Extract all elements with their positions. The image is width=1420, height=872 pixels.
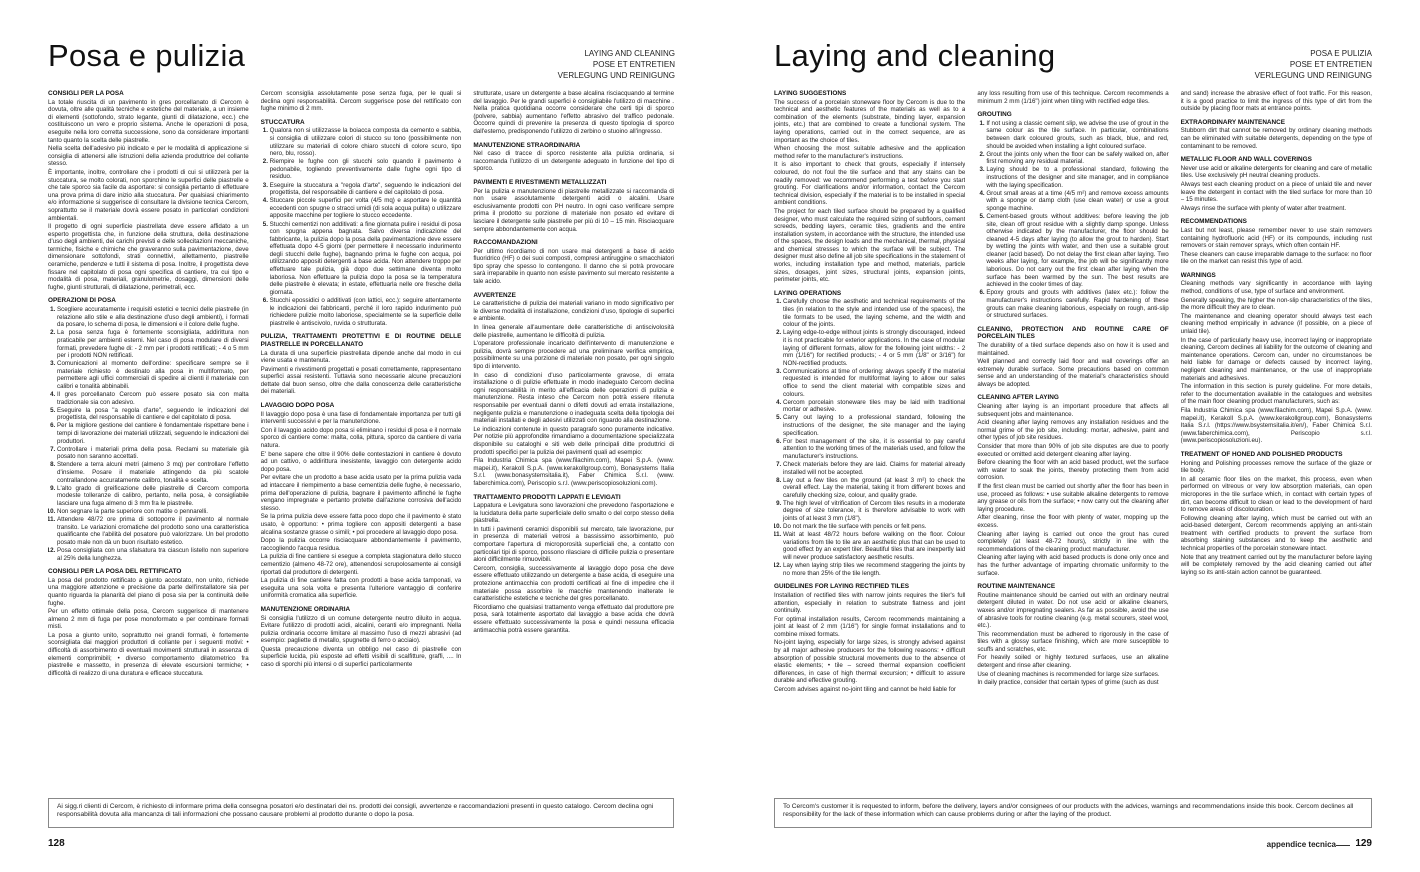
subtitle: VERLEGUNG UND REINIGUNG: [557, 71, 675, 80]
list-item: 1. If not using a classic cement slip, we advise the use of grout in the same colour as the tile surface. In particular, combinations between dark coloured grouts, such as black, blue, and red, should be avoided when installing a light coloured surface.: [986, 120, 1168, 150]
section-heading: CONSIGLI PER LA POSA: [48, 90, 124, 97]
paragraph: These cleaners can cause irreparable damage to the surface: no floor tile on the market can resist this type of acid.: [1180, 250, 1372, 266]
paragraph: This recommendation must be adhered to rigorously in the case of tiles with a glossy surface finishing, which are more susceptible to scuffs and scratches, etc.: [977, 630, 1169, 653]
paragraph: Stubborn dirt that cannot be removed by ordinary cleaning methods can be eliminated with suitable detergents, depending on the type of contaminant to be removed.: [1180, 127, 1372, 150]
paragraph: and sand) increase the abrasive effect of foot traffic. For this reason, it is a good practice to limit the ingress of this type of dirt from the outside by placing floor mats at entrance points.: [1180, 90, 1372, 113]
paragraph: Lappatura e Levigatura sono lavorazioni che prevedono l'asportazione e la lucidatura della parte superficiale dello smalto o del corpo stesso della piastrella.: [473, 502, 675, 525]
page-subtitles: [1255, 48, 1372, 81]
paragraph: La totale riuscita di un pavimento in gres porcellanato di Cercom è dovuta, oltre alle qualità tecniche e estetiche del materiale, a un insieme di elementi (sottofondo, strato legante, giunti di dilatazione, ecc.) che costituiscono un vero e proprio sistema. Anche le operazioni di posa, eseguite nella loro corretta successione, sono da considerare importanti tanto quanto la scelta delle piastrelle.: [48, 98, 249, 144]
section-heading: MANUTENZIONE STRAORDINARIA: [473, 141, 581, 149]
list-item: 7. Controllare i materiali prima della posa. Reclami su materiale già posato non saranno accettati.: [57, 446, 249, 461]
section-heading: TREATMENT OF HONED AND POLISHED PRODUCTS: [1180, 450, 1343, 458]
paragraph: When choosing the most suitable adhesive and the application method refer to the manufacturer's instructions.: [774, 145, 966, 160]
list-item: 10. Non segnare la parte superiore con matite o pennarelli.: [57, 508, 249, 516]
paragraph: Ricordiamo che qualsiasi trattamento venga effettuato dal produttore pre posa, sarà totalmente asportato dal lavaggio a base acida che dovrà essere effettuato successivamente la posa e quindi nessuna efficacia antimacchia potrà essere garantita.: [473, 603, 675, 634]
paragraph: L'operatore professionale incaricato dell'intervento di manutenzione e pulizia, dovrà sempre procedere ad una preliminare verifica empirica, possibilmente su una porzione di materiale non posato, per ogni singolo tipo di intervento.: [473, 340, 675, 370]
list-item: 4. Stuccare piccole superfici per volta (4/5 mq) e asportare le quantità eccedenti con spugne o stracci umidi (di sola acqua pulita) o utilizzare apposite macchine per togliere lo stucco eccedente.: [270, 197, 462, 220]
page-title: Posa e pulizia: [48, 38, 246, 73]
list-item: 10. Do not mark the tile surface with pencils or felt pens.: [783, 523, 965, 531]
paragraph: Always test each cleaning product on a piece of unlaid tile and never leave the detergent in contact with the tiled surface for more than 10 – 15 minutes.: [1180, 180, 1372, 204]
section-heading: CLEANING AFTER LAYING: [977, 394, 1059, 402]
section-heading: RECOMMENDATIONS: [1180, 218, 1247, 226]
section-heading: GUIDELINES FOR LAYING RECTIFIED TILES: [774, 583, 910, 591]
paragraph: La posa a giunto unito, soprattutto nei grandi formati, è fortemente sconsigliata dai maggiori produttori di collante per i seguenti motivi: • difficoltà di assorbimento di eventuali movimenti strutturali in assenza di elementi comprimibili; • diverso comportamento dilatometrico fra piastrelle e massetto, in presenza di elevate escursioni termiche; • difficoltà di realizzo di una duratura e efficace stuccatura.: [48, 631, 249, 677]
numbered-list: [261, 127, 462, 327]
section-heading: AVVERTENZE: [473, 291, 516, 299]
paragraph: E' bene sapere che oltre il 90% delle contestazioni in cantiere è dovuto ad un cattivo, o addirittura inesistente, lavaggio con detergente acido dopo posa.: [260, 450, 462, 473]
section-heading: CLEANING, PROTECTION AND ROUTINE CARE OF PORCELAIN TILES: [977, 325, 1169, 341]
paragraph: Before cleaning the floor with an acid based product, wet the surface with water to soak the joints, thereby protecting them from acid corrosion.: [977, 459, 1169, 482]
paragraph: Pavimenti e rivestimenti progettati e posati correttamente, rappresentano superfici assai resistenti. Tuttavia sono necessarie alcune precauzioni dettate dal buon senso, oltre che dalla conoscenza delle caratteristiche dei materiali.: [260, 365, 462, 396]
list-item: 5. Stucchi cementizi non additivati: a fine giornata pulire i residui di posa con spugna appena bagnata. Salvo diversa indicazione del fabbricante, la pulizia dopo la posa della pavimentazione deve essere effettuata dopo 4-5 giorni (per permettere il necessario indurimento degli stucchi delle fughe), bagnando prima le fughe con acqua, poi utilizzando appositi detergenti a base acida. Non attendere troppo per effettuare tale pulizia, già dopo due settimane diventa molto laboriosa. Non effettuare la pulizia dopo la posa se la temperatura delle piastrelle è elevata; in estate, effettuarla nelle ore fresche della giornata.: [270, 221, 462, 297]
customer-notice-box: Ai sigg.ri clienti di Cercom, è richiesto di informare prima della consegna posatori e/o destinatari dei ns. prodotti dei consigli, avvertenze e raccomandazioni presenti in questo catalogo. Cercom declina ogni responsabilità dovuta alla mancanza di tali informazioni che possano causare problemi al prodotto durante o dopo la posa.: [48, 798, 674, 828]
paragraph: Never use acid or alkaline detergents for cleaning and care of metallic tiles. Use exclusively pH neutral cleaning products.: [1180, 164, 1372, 180]
paragraph: In caso di condizioni d'uso particolarmente gravose, di errata installazione o di pulizie effettuate in modo inadeguato Cercom declina ogni responsabilità in merito all'efficacia delle operazioni di pulizia e manutenzione. Resta inteso che Cercom non potrà essere ritenuta responsabile per eventuali danni o difetti dovuti ad errata installazione, negligente pulizia e manutenzione o inadeguata scelta della tipologia dei materiali installati e degli adesivi utilizzati con riguardo alla destinazione.: [473, 371, 675, 425]
page-gutter: [706, 0, 714, 872]
left-page: [0, 0, 706, 872]
page-title: Laying and cleaning: [774, 38, 1056, 73]
paragraph: It is also important to check that grouts, especially if intensely coloured, do not foul the tile surface and that any stains can be readily removed: we recommend performing a test before you start grouting. For clarifications and/or information, contact the Cercom technical division, especially if the material is to be installed in special ambient conditions.: [774, 161, 966, 207]
section-heading: WARNINGS: [1180, 271, 1216, 279]
list-item: 11. Attendere 48/72 ore prima di sottoporre il pavimento al normale transito. Le variazioni cromatiche del prodotto sono una caratteristica qualificante che l'abilità del posatore può valorizzare. Un bel prodotto posato male non dà un buon risultato estetico.: [57, 516, 249, 546]
paragraph: La posa del prodotto rettificato a giunto accostato, non unito, richiede una maggiore attenzione e precisione da parte dell'installatore sia per quanto riguarda la planarità del piano di posa sia per la continuità delle fughe.: [48, 576, 249, 607]
paragraph: Le indicazioni contenute in questo paragrafo sono puramente indicative. Per notizie più approfondite rimandiamo a documentazione specializzata disponibile su cataloghi e siti web delle principali ditte produttrici di prodotti specifici per la pulizia dei pavimenti quali ad esempio:: [473, 425, 675, 456]
paragraph: La pulizia di fine cantiere si esegue a completa stagionatura dello stucco cementizio (almeno 48-72 ore), attenendosi scrupolosamente ai consigli riportati dal produttore di detergenti.: [260, 553, 462, 576]
paragraph: In the case of particularly heavy use, incorrect laying or inappropriate cleaning, Cercom declines all liability for the outcome of cleaning and maintenance operations. Cercom can, under no circumstances be held liable for damage or defects caused by incorrect laying, negligent cleaning and maintenance, or the use of inappropriate materials and adhesives.: [1180, 336, 1372, 382]
text-column-1: [774, 90, 965, 786]
list-item: 7. Check materials before they are laid. Claims for material already installed will not be accepted.: [783, 461, 965, 476]
section-heading: LAVAGGIO DOPO POSA: [260, 402, 335, 410]
paragraph: Cleaning after laying with acid based products is done only once and has the further advantage of imparting chromatic uniformity to the surface.: [977, 554, 1169, 577]
text-column-2: [977, 90, 1168, 786]
section-heading: LAYING OPERATIONS: [774, 289, 842, 297]
section-label: appendice tecnica: [1266, 840, 1336, 849]
list-item: 3. Laying should be to a professional standard, following the instructions of the designer and site manager, and in compliance with the laying specification.: [986, 166, 1168, 189]
paragraph: Per ultimo ricordiamo di non usare mai detergenti a base di acido fluoridrico (HF) o dei suoi composti, compresi antiruggine o smacchiatori tipo spray che spesso lo contengono. Il danno che si potrà provocare sarà irreparabile in quanto non esiste pavimento sul mercato resistente a tale acido.: [473, 247, 675, 286]
customer-notice-box: To Cercom's customer it is requested to inform, before the delivery, layers and/or consignees of our products with the advices, warnings and recommendations inside this book. Cercom declines all responsibility for the lack of these information which can cause problems during or after the laying of the product.: [774, 798, 1372, 828]
paragraph: Il lavaggio dopo posa è una fase di fondamentale importanza per tutti gli interventi successivi e per la manutenzione.: [260, 410, 462, 426]
page-number: 128: [48, 838, 65, 849]
paragraph: Last but not least, please remember never to use stain removers containing hydrofluoric acid (HF) or its compounds, including rust removers or stain remover sprays, which often contain HF.: [1180, 226, 1372, 250]
page-subtitles: [558, 48, 675, 81]
paragraph: Il progetto di ogni superficie piastrellata deve essere affidato a un esperto progettista che, in funzione della struttura, della destinazione d'uso degli ambienti, dei carichi previsti e delle sollecitazioni meccaniche, termiche, fisiche e chimiche che graveranno sulla pavimentazione, deve dimensionare sottofondi, strati connettivi, allettamento, piastrelle ceramiche, pendenze e tutti il sistema di posa. Inoltre, il progettista deve fissare nel capitolato di posa ogni specifica di cantiere, tra cui tipo e modalità di posa, materiali, granulometrie, dosaggi, dimensioni delle fughe, giunti strutturali, di dilatazione, perimetrali, ecc.: [48, 223, 249, 291]
paragraph: Cercom sconsiglia assolutamente pose senza fuga, per le quali si declina ogni responsabilità. Cercom suggerisce pose del rettificato con fughe minimo di 2 mm.: [260, 90, 462, 113]
paragraph: After cleaning, rinse the floor with plenty of water, mopping up the excess.: [977, 514, 1169, 529]
paragraph: Note that any treatment carried out by the manufacturer before laying will be completely removed by the acid cleaning carried out after laying so its anti-stain action cannot be guaranteed.: [1180, 553, 1372, 576]
paragraph: Nel caso di tracce di sporco resistente alla pulizia ordinaria, si raccomanda l'utilizzo di un detergente adeguato in funzione del tipo di sporco.: [473, 150, 675, 173]
numbered-list: [977, 120, 1168, 320]
list-item: 4. Grout small areas at a time (4/5 m²) and remove excess amounts with a sponge or damp cloth (use clean water) or use a grout sponge machine.: [986, 190, 1168, 213]
section-heading: LAYING SUGGESTIONS: [774, 90, 847, 97]
paragraph: The project for each tiled surface should be prepared by a qualified designer, who must calculate the required sizing of subfloors, cement screeds, bedding layers, ceramic tiles, gradients and the entire installation system, in accordance with the structure, the intended use of the spaces, the design loads and the mechanical, thermal, physical and chemical stresses to which the surface will be subject. The designer must also define all job site specifications in the statement of works, including installation type and method, materials, particle sizes, dosages, joint sizes, structural joints, expansion joints, perimeter joints, etc.: [774, 207, 966, 284]
text-column-3: [473, 90, 674, 786]
paragraph: In tutti i pavimenti ceramici disponibili sul mercato, tale lavorazione, pur in presenza di materiali vetrosi a bassissimo assorbimento, può comportare l'apertura di microporosità superficiali che, a contatto con particolari tipi di sporco, possono rilasciare di difficile pulizia o presentare aloni difficilmente rimuovibili.: [473, 525, 675, 564]
paragraph: Following cleaning after laying, which must be carried out with an acid-based detergent, Cercom recommends applying an anti-stain treatment with certified products to prevent the surface from absorbing staining substances and to keep the aesthetic and technical properties of the porcelain stoneware intact.: [1180, 514, 1372, 553]
section-heading: GROUTING: [977, 111, 1012, 119]
paragraph: Per un effetto ottimale della posa, Cercom suggerisce di mantenere almeno 2 mm di fuga per pose monoformato e per combinare formati misti.: [48, 608, 249, 631]
list-item: 6. Epoxy grouts and grouts with additives (latex etc.): follow the manufacturer's instructions carefully. Rapid hardening of these grouts can make cleaning laborious, especially on rough, anti-slip or structured surfaces.: [986, 289, 1168, 319]
list-item: 6. Per la migliore gestione del cantiere è fondamentale rispettare bene i tempi di lavorazione dei materiali utilizzati, seguendo le indicazioni dei produttori.: [57, 422, 249, 445]
paragraph: Se la prima pulizia deve essere fatta poco dopo che il pavimento è stato usato, è opportuno: • prima togliere con appositi detergenti a base alcalina sostanze grasse o simili; • poi procedere al lavaggio dopo posa.: [260, 513, 462, 536]
list-item: 1. Scegliere accuratamente i requisiti estetici e tecnici delle piastrelle (in relazione allo stile e alla destinazione d'uso degli ambienti), i formati da posare, lo schema di posa, le dimensioni e il colore delle fughe.: [57, 306, 249, 329]
section-heading: RACCOMANDAZIONI: [473, 239, 538, 247]
list-item: 3. Communications at time of ordering: always specify if the material requested is intended for multiformat laying to allow our sales office to send the client material with compatible sizes and colours.: [783, 368, 965, 398]
list-item: 9. The high level of vitrification of Cercom tiles results in a moderate degree of size tolerance, it is therefore advisable to work with joints of at least 3 mm (1/8").: [783, 500, 965, 523]
paragraph: If the first clean must be carried out shortly after the floor has been in use, proceed as follows: • use suitable alkaline detergents to remove any grease or oils from the surface; • now carry out the cleaning after laying procedure.: [977, 483, 1169, 513]
paragraph: Honing and Polishing processes remove the surface of the glaze or tile body.: [1180, 459, 1372, 475]
list-item: 4. Il gres porcellanato Cercom può essere posato sia con malta tradizionale sia con adesivo.: [57, 391, 249, 406]
paragraph: Cleaning after laying is an important procedure that affects all subsequent jobs and maintenance.: [977, 403, 1169, 418]
list-item: 1. Qualora non si utilizzasse la boiacca composta da cemento e sabbia, si consiglia di utilizzare colori di stucco su tono (possibilmente non utilizzare su materiali di colore chiaro stucchi di colore scuro, tipo nero, blu, rosso).: [270, 127, 462, 157]
paragraph: strutturate, usare un detergente a base alcalina risciacquando al termine del lavaggio. Per le grandi superfici è consigliabile l'utilizzo di macchine . Nella pratica quotidiana occorre considerare che certi tipi di sporco (polvere, sabbia) aumentano l'effetto abrasivo del traffico pedonale. Occorre quindi di prevenire la presenza di questo tipologia di sporco dall'esterno, predisponendo l'utilizzo di zerbino o stuoino all'ingresso.: [473, 90, 675, 135]
footer-rule: [1336, 845, 1350, 846]
subtitle: LAYING AND CLEANING: [584, 49, 675, 58]
paragraph: Cercom, consiglia, successivamente al lavaggio dopo posa che deve essere effettuato utilizzando un detergente a base acida, di eseguire una protezione antimacchia con prodotti certificati al fine di impedire che il materiale possa assorbire le macchie mantenendo inalterate le caratteristiche estetiche e tecniche del gres porcellanato.: [473, 564, 675, 603]
paragraph: Acid cleaning after laying removes any installation residues and the normal grime of the job site, including: mortar, adhesive, paint and other types of job site residues.: [977, 419, 1169, 442]
numbered-list: [48, 306, 249, 562]
list-item: 12. Posa consigliata con una sfalsatura tra ciascun listello non superiore al 25% della lunghezza.: [57, 547, 249, 562]
paragraph: Installation of rectified tiles with narrow joints requires the tiler's full attention, especially in relation to substrate flatness and joint continuity.: [774, 591, 966, 615]
right-page: [714, 0, 1420, 872]
paragraph: Le caratteristiche di pulizia dei materiali variano in modo significativo per le diverse modalità di installazione, condizioni d'uso, tipologie di superfici e ambiente.: [473, 300, 675, 323]
section-heading: METALLIC FLOOR AND WALL COVERINGS: [1180, 156, 1312, 164]
section-heading: MANUTENZIONE ORDINARIA: [260, 605, 351, 613]
paragraph: The success of a porcelain stoneware floor by Cercom is due to the technical and aesthetic features of the materials as well as to a combination of the elements (substrate, binding layer, expansion joints, etc.) that are combined to create a functional system. The laying operations, carried out in the correct sequence, are as important as the choice of tiles.: [774, 98, 966, 144]
paragraph: Dopo la pulizia occorre risciacquare abbondantemente il pavimento, raccogliendo l'acqua residua.: [260, 537, 462, 552]
paragraph: Generally speaking, the higher the non-slip characteristics of the tiles, the more difficult they are to clean.: [1180, 296, 1372, 312]
subtitle: POSA E PULIZIA: [1310, 49, 1372, 58]
list-item: 2. Laying edge-to-edge without joints is strongly discouraged, indeed it is not practicable for exterior applications. In the case of modular laying of different formats, allow for the following joint widths: - 2 mm (1/16") for rectified products; - 4 or 5 mm (1/8" or 3/16") for NON-rectified products.: [783, 329, 965, 367]
paragraph: Cercom advises against no-joint tiling and cannot be held liable for: [774, 686, 956, 694]
list-item: 3. Comunicazioni al momento dell'ordine: specificare sempre se il materiale richiesto è destinato alla posa in multiformato, per permettere agli uffici commerciali di spedire ai clienti il materiale con calibri e tonalità abbinabili.: [57, 360, 249, 390]
numbered-list: [774, 298, 965, 577]
paragraph: Fila Industria Chimica spa (www.filachim.com), Mapei S.p.A. (www. mapei.it), Kerakoll S.p.A. (www.kerakollgroup.com), Bonasystems Italia S.r.l. (www.bonasystemsitalia.it), Faber Chimica S.r.l. (www. faberchimica.com), Periscopio s.r.l. (www.periscopiosoluzioni.com).: [473, 457, 675, 487]
paragraph: In daily practice, consider that certain types of grime (such as dust: [977, 679, 1159, 687]
paragraph: Consider that more than 90% of job site disputes are due to poorly executed or omitted acid detergent cleaning after laying.: [977, 443, 1169, 458]
paragraph: Con il lavaggio acido dopo posa si eliminano i residui di posa e il normale sporco di cantiere come: malta, colla, pittura, sporco da cantiere di varia natura.: [260, 426, 462, 450]
paragraph: Fila Industria Chimica spa (www.filachim.com), Mapei S.p.A. (www. mapei.it), Kerakoll S.p.A. (www.kerakollgroup.com), Bonasystems Italia S.r.l. (https://www.bsystemsitalia.it/en/), Faber Chimica S.r.l. (www.faberchimica.com), Periscopio s.r.l. (www.periscopiosoluzioni.eu).: [1180, 406, 1372, 445]
text-column-3: [1181, 90, 1372, 786]
paragraph: For heavily soiled or highly textured surfaces, use an alkaline detergent and rinse after cleaning.: [977, 654, 1169, 670]
text-columns: [48, 90, 674, 786]
paragraph: The maintenance and cleaning operator should always test each cleaning method empirically in advance (if possible, on a piece of unlaid tile).: [1180, 312, 1372, 336]
list-item: 2. La posa senza fuga è fortemente sconsigliata, addirittura non praticabile per ambienti esterni. Nel caso di posa modulare di diversi formati, prevedere fughe di: - 2 mm per i prodotti rettificati; - 4 o 5 mm per i prodotti NON rettificati.: [57, 329, 249, 359]
list-item: 2. Grout the joints only when the floor can be safely walked on, after first removing any residual material.: [986, 151, 1168, 166]
paragraph: For optimal installation results, Cercom recommends maintaining a joint at least of 2 mm (1/16") for single format installations and to combine mixed formats.: [774, 615, 966, 638]
paragraph: Use of cleaning machines is recommended for large size surfaces.: [977, 670, 1160, 678]
section-heading: PULIZIA, TRATTAMENTI PROTETTIVI E DI ROUTINE DELLE PIASTRELLE IN PORCELLANATO: [260, 333, 462, 348]
paragraph: Questa precauzione diventa un obbligo nel caso di piastrelle con superficie lucida, più esposte ad effetti visibili di scalfitture, graffi, .... In caso di sporchi più intensi o di superfici particolarmente: [260, 645, 462, 669]
text-column-2: [261, 90, 462, 786]
paragraph: La pulizia di fine cantiere fatta con prodotti a base acida tamponati, va eseguita una sola volta e presenta l'ulteriore vantaggio di conferire uniformità cromatica alla superficie.: [260, 577, 462, 600]
list-item: 5. Eseguire la posa "a regola d'arte", seguendo le indicazioni del progettista, del responsabile di cantiere e del capitolato di posa.: [57, 407, 249, 422]
paragraph: any loss resulting from use of this technique. Cercom recommends a minimum 2 mm (1/16") joint when tiling with rectified edge tiles.: [977, 90, 1169, 105]
section-heading: STUCCATURA: [260, 118, 305, 126]
list-item: 5. Carry out laying to a professional standard, following the instructions of the designer, the site manager and the laying specification.: [783, 414, 965, 437]
section-heading: EXTRAORDINARY MAINTENANCE: [1180, 118, 1286, 126]
paragraph: Routine maintenance should be carried out with an ordinary neutral detergent diluted in water. Do not use acid or alkaline cleaners, waxes and/or impregnating sealers. As far as possible, avoid the use of abrasive tools for routine cleaning (e.g. metal scourers, steel wool, etc.).: [977, 591, 1169, 630]
paragraph: No-joint laying, especially for large sizes, is strongly advised against by all major adhesive producers for the following reasons: • difficult absorption of possible structural movements due to the absence of elastic elements; • tile – screed thermal expansion coefficient differences, in case of high thermal excursion; • difficult to assure durable and effective grouting.: [774, 639, 966, 685]
section-heading: TRATTAMENTO PRODOTTI LAPPATI E LEVIGATI: [473, 493, 621, 501]
paragraph: In all ceramic floor tiles on the market, this process, even when performed on vitreous or very low absorption materials, can open micropores in the tile surface which, in contact with certain types of dirt, can become difficult to clean or lead to the development of hard to remove areas of discolouration.: [1180, 475, 1372, 514]
page-number: 129: [1355, 838, 1372, 849]
list-item: 3. Eseguire la stuccatura a "regola d'arte", seguendo le indicazioni del progettista, del responsabile di cantiere e del capitolato di posa.: [270, 182, 462, 197]
paragraph: Per evitare che un prodotto a base acida usato per la prima pulizia vada ad intaccare il riempimento a base cementizia delle fughe, è necessario, prima dell'operazione di pulizia, bagnare il pavimento affinché le fughe vengano impregnate e pertanto protette dall'azione corrosiva dell'acido stesso.: [260, 474, 462, 512]
text-column-1: [48, 90, 249, 786]
section-heading: ROUTINE MAINTENANCE: [977, 583, 1056, 591]
list-item: 8. Stendere a terra alcuni metri (almeno 3 mq) per controllare l'effetto d'insieme. Posare il materiale attingendo da più scatole contrallandone accuratamente calibro, tonalità e scelta.: [57, 461, 249, 484]
paragraph: The information in this section is purely guideline. For more details, refer to the documentation available in the catalogues and websites of the main floor cleaning product manufacturers, such as:: [1180, 383, 1372, 406]
list-item: 5. Cement-based grouts without additives: before leaving the job site, clean off grout residue with a slightly damp sponge. Unless otherwise indicated by the manufacturer, the floor should be cleaned 4-5 days after laying (to allow the grout to harden). Start by wetting the joints with water, and then use a suitable grout cleaner (acid based). Do not delay the first clean after laying. Two weeks after laying, for example, the job will be significantly more laborious. Do not carry out the first clean after laying when the surface has been warmed by the sun. The best results are achieved in the cooler times of day.: [986, 213, 1168, 289]
paragraph: È importante, inoltre, controllare che i prodotti di cui si utilizzerà per la stuccatura, se molto colorati, non sporchino le superfici delle piastrelle e che tale sporco sia facile da asportare: si consiglia pertanto di effettuare una prova prima di dare inizio alla stuccatura. Per qualsiasi chiarimento e/o informazione si suggerisce di consultare la divisione tecnica Cercom, soprattutto se il materiale dovrà essere posato in particolari condizioni ambientali.: [48, 168, 249, 222]
paragraph: The durability of a tiled surface depends also on how it is used and maintained.: [977, 341, 1169, 357]
list-item: 11. Wait at least 48/72 hours before walking on the floor. Colour variations from tile to tile are an aesthetic plus that can be used to good effect by an expert tiler. Beautiful tiles that are inexpertly laid will never produce satisfactory aesthetic results.: [783, 531, 965, 561]
list-item: 4. Cercom porcelain stoneware tiles may be laid with traditional mortar or adhesive.: [783, 399, 965, 414]
paragraph: Well planned and correctly laid floor and wall coverings offer an extremely durable surface. Some precautions based on common sense and an understanding of the material's characteristics should always be adopted.: [977, 358, 1169, 388]
list-item: 1. Carefully choose the aesthetic and technical requirements of the tiles (in relation to the style and intended use of the spaces), the tile formats to be used, the laying scheme, and the width and colour of the joints.: [783, 298, 965, 328]
list-item: 6. For best management of the site, it is essential to pay careful attention to the working times of the materials used, and follow the manufacturer's instructions.: [783, 438, 965, 461]
paragraph: In linea generale all'aumentare delle caratteristiche di antiscivolosità delle piastrelle, aumentano le difficoltà di pulizia.: [473, 324, 675, 339]
section-heading: PAVIMENTI E RIVESTIMENTI METALLIZZATI: [473, 178, 607, 186]
paragraph: Cleaning after laying is carried out once the grout has cured completely (at least 48-72 hours), strictly in line with the recommendations of the cleaning product manufacturer.: [977, 530, 1169, 553]
paragraph: Per la pulizia e manutenzione di piastrelle metallizzate si raccomanda di non usare assolutamente detergenti acidi o alcalini. Usare esclusivamente prodotti con PH neutro. In ogni caso verificare sempre prima il prodotto su porzione di materiale non posato ed evitare di lasciare il detergente sulle piastrelle per più di 10 – 15 min. Risciacquare sempre abbondantemente con acqua.: [473, 187, 675, 233]
subtitle: POSE ET ENTRETIEN: [1289, 60, 1372, 69]
paragraph: Nella scelta dell'adesivo più indicato e per le modalità di applicazione si consiglia di attenersi alle istruzioni della azienda produttrice del collante stesso.: [48, 145, 249, 168]
paragraph: La durata di una superficie piastrellata dipende anche dal modo in cui viene usata e mantenuta.: [260, 349, 462, 365]
list-item: 2. Riempire le fughe con gli stucchi solo quando il pavimento è pedonabile, togliendo preventivamente dalle fughe ogni tipo di residuo.: [270, 158, 462, 181]
section-heading: OPERAZIONI DI POSA: [48, 297, 116, 305]
subtitle: POSE ET ENTRETIEN: [592, 60, 675, 69]
list-item: 8. Lay out a few tiles on the ground (at least 3 m²) to check the overall effect. Lay the material, taking it from different boxes and carefully checking size, colour, and quality grade.: [783, 477, 965, 500]
paragraph: Always rinse the surface with plenty of water after treatment.: [1180, 204, 1347, 212]
list-item: 9. L'alto grado di greificazione delle piastrelle di Cercom comporta modeste tolleranze di calibro, pertanto, nella posa, è consigliabile lasciare una fuga almeno di 3 mm fra le piastrelle.: [57, 485, 249, 508]
list-item: 6. Stucchi epossidici o additivati (con lattici, ecc.): seguire attentamente le indicazioni dei fabbricanti, perché il loro rapido indurimento può richiedere pulizie molto laboriose, specialmente se la superficie delle piastrelle è antiscivolo, ruvida o strutturata.: [270, 297, 462, 327]
paragraph: Si consiglia l'utilizzo di un comune detergente neutro diluito in acqua. Evitare l'utilizzo di prodotti acidi, alcalini, ceranti e/o impregnanti. Nella pulizia ordinaria occorre limitare al massimo l'uso di mezzi abrasivi (ad esempio: pagliette di metallo, spugnette di ferro o acciaio).: [260, 614, 462, 645]
section-heading: CONSIGLI PER LA POSA DEL RETTIFICATO: [48, 568, 182, 576]
paragraph: Cleaning methods vary significantly in accordance with laying method, conditions of use, type of surface and environment.: [1180, 280, 1372, 296]
subtitle: VERLEGUNG UND REINIGUNG: [1254, 71, 1372, 80]
text-columns: [774, 90, 1372, 786]
list-item: 12. Lay when laying strip tiles we recommend staggering the joints by no more than 25% of the tile length.: [783, 562, 965, 577]
